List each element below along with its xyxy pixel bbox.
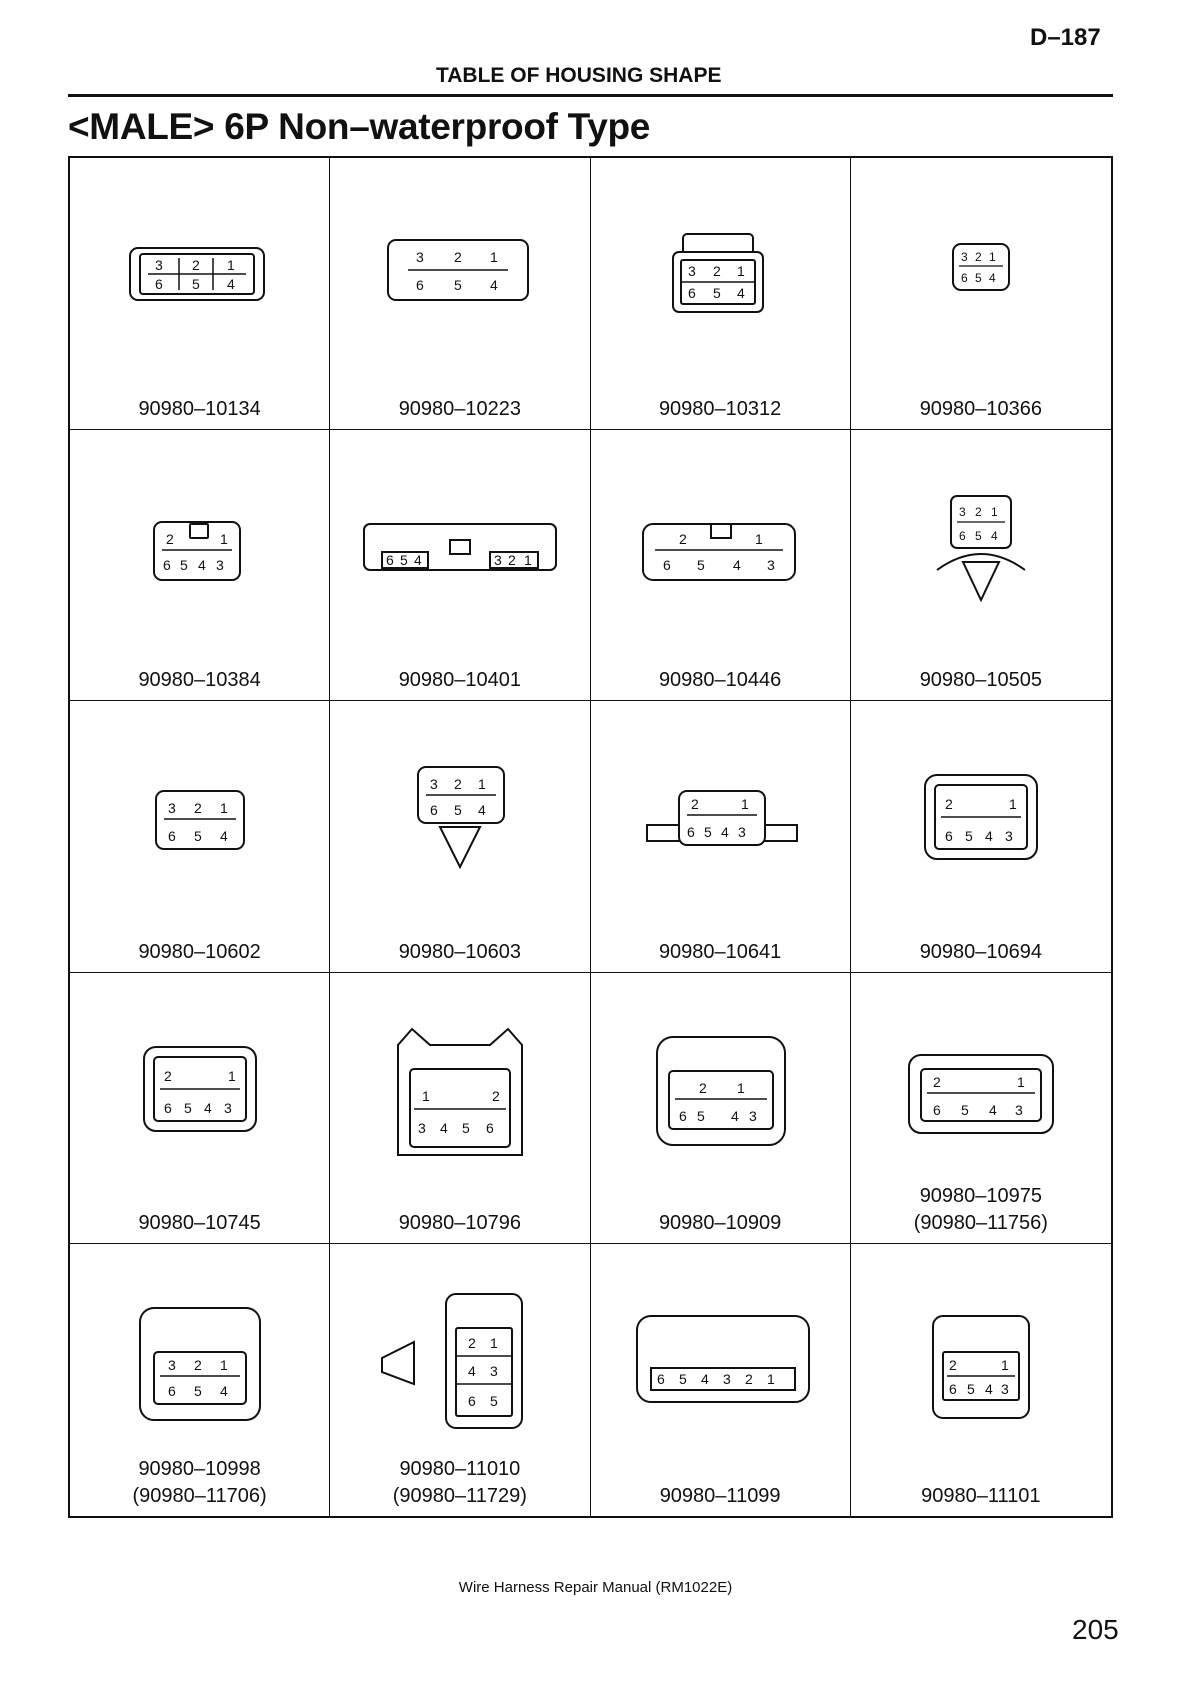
- part-label: 90980–10745: [138, 1212, 261, 1235]
- svg-text:4: 4: [988, 1101, 997, 1118]
- connector-10796-diagram: [330, 973, 591, 1245]
- connector-10401-diagram: [330, 430, 591, 702]
- connector-cell: [70, 701, 330, 973]
- part-label: 90980–10446: [658, 669, 782, 692]
- connector-cell: [70, 1244, 330, 1516]
- svg-text:2: 2: [744, 1371, 753, 1388]
- svg-text:5: 5: [712, 285, 721, 301]
- svg-text:5: 5: [696, 556, 705, 573]
- svg-text:3: 3: [958, 504, 966, 519]
- svg-text:4: 4: [468, 1363, 477, 1380]
- part-label: 90980–10312: [658, 397, 782, 420]
- connector-10223-diagram: [330, 158, 591, 430]
- part-label: 90980–10384: [138, 669, 261, 692]
- svg-text:3: 3: [490, 1363, 499, 1380]
- svg-text:3: 3: [1014, 1101, 1023, 1118]
- svg-text:2: 2: [164, 1067, 172, 1084]
- svg-text:1: 1: [220, 800, 228, 817]
- svg-text:6: 6: [687, 285, 696, 301]
- svg-text:3: 3: [687, 263, 696, 279]
- connector-10446-diagram: [591, 430, 852, 702]
- connector-10694-diagram: [851, 701, 1112, 973]
- svg-text:6: 6: [686, 824, 695, 841]
- svg-text:1: 1: [754, 530, 763, 547]
- svg-text:4: 4: [990, 528, 998, 543]
- svg-text:4: 4: [988, 271, 996, 285]
- svg-text:4: 4: [220, 828, 228, 845]
- svg-text:4: 4: [700, 1371, 709, 1388]
- svg-text:4: 4: [227, 276, 235, 292]
- part-label: 90980–10998 (90980–11706): [132, 1458, 267, 1507]
- svg-text:1: 1: [736, 1079, 745, 1096]
- svg-text:5: 5: [192, 276, 200, 292]
- connector-cell: [70, 973, 330, 1245]
- svg-text:1: 1: [220, 1357, 228, 1374]
- svg-text:3: 3: [748, 1107, 757, 1124]
- svg-text:6: 6: [430, 802, 439, 819]
- svg-text:3: 3: [216, 556, 224, 573]
- svg-text:6: 6: [386, 551, 395, 568]
- part-label: 90980–10796: [398, 1212, 522, 1235]
- part-label: 90980–10975 (90980–11756): [913, 1185, 1048, 1235]
- svg-text:2: 2: [454, 249, 463, 265]
- svg-text:5: 5: [454, 802, 463, 819]
- svg-text:3: 3: [766, 556, 775, 573]
- svg-text:6: 6: [960, 271, 968, 285]
- svg-text:1: 1: [490, 249, 499, 265]
- svg-text:1: 1: [740, 796, 749, 813]
- svg-text:2: 2: [454, 776, 463, 793]
- svg-text:2: 2: [712, 263, 721, 279]
- svg-text:1: 1: [736, 263, 745, 279]
- connector-cell: [70, 430, 330, 702]
- svg-text:2: 2: [944, 796, 953, 813]
- connector-cell: [330, 430, 590, 702]
- svg-text:6: 6: [678, 1107, 687, 1124]
- connector-10384-diagram: [70, 430, 331, 702]
- svg-text:3: 3: [418, 1119, 427, 1136]
- svg-text:6: 6: [948, 1381, 957, 1398]
- svg-text:6: 6: [416, 277, 425, 293]
- part-label: 90980–10641: [658, 940, 782, 963]
- svg-text:1: 1: [422, 1087, 431, 1104]
- svg-text:3: 3: [737, 824, 746, 841]
- svg-text:1: 1: [478, 776, 487, 793]
- connector-cell: [330, 1244, 590, 1516]
- connector-cell: [591, 1244, 851, 1516]
- connector-10505-diagram: [851, 430, 1112, 702]
- svg-text:6: 6: [944, 828, 953, 845]
- svg-text:6: 6: [958, 528, 966, 543]
- connector-cell: [851, 158, 1111, 430]
- connector-10745-diagram: [70, 973, 331, 1245]
- svg-text:1: 1: [1008, 796, 1017, 813]
- part-label: 90980–10134: [138, 397, 261, 420]
- svg-text:2: 2: [698, 1079, 707, 1096]
- part-label: 90980–11099: [659, 1485, 781, 1507]
- svg-text:2: 2: [468, 1335, 477, 1352]
- svg-text:3: 3: [722, 1371, 731, 1388]
- svg-text:2: 2: [194, 1357, 202, 1374]
- svg-text:3: 3: [1000, 1381, 1009, 1398]
- connector-10602-diagram: [70, 701, 331, 973]
- svg-text:6: 6: [486, 1119, 495, 1136]
- svg-text:6: 6: [163, 556, 171, 573]
- page-number: 205: [1072, 1614, 1119, 1645]
- svg-text:4: 4: [732, 556, 741, 573]
- svg-text:6: 6: [468, 1393, 477, 1410]
- svg-text:5: 5: [960, 1101, 969, 1118]
- svg-text:4: 4: [730, 1107, 739, 1124]
- svg-text:4: 4: [984, 828, 993, 845]
- svg-text:5: 5: [454, 277, 463, 293]
- svg-text:5: 5: [964, 828, 973, 845]
- svg-text:4: 4: [984, 1381, 993, 1398]
- svg-text:5: 5: [400, 551, 409, 568]
- svg-text:4: 4: [198, 556, 206, 573]
- connector-cell: [851, 701, 1111, 973]
- svg-text:4: 4: [440, 1119, 449, 1136]
- svg-text:3: 3: [494, 551, 503, 568]
- svg-text:5: 5: [703, 824, 712, 841]
- connector-cell: [591, 158, 851, 430]
- svg-text:1: 1: [1000, 1357, 1009, 1374]
- svg-text:2: 2: [194, 800, 202, 817]
- svg-text:5: 5: [678, 1371, 687, 1388]
- svg-text:5: 5: [974, 528, 982, 543]
- part-label: 90980–10505: [919, 669, 1043, 692]
- page-title: <MALE> 6P Non–waterproof Type: [68, 106, 651, 147]
- svg-text:2: 2: [932, 1073, 941, 1090]
- part-label: 90980–11101: [921, 1485, 1041, 1507]
- connector-cell: [851, 430, 1111, 702]
- svg-text:5: 5: [696, 1107, 705, 1124]
- svg-text:4: 4: [220, 1383, 228, 1400]
- svg-text:6: 6: [656, 1371, 665, 1388]
- svg-text:5: 5: [194, 828, 202, 845]
- svg-text:2: 2: [678, 530, 687, 547]
- svg-text:4: 4: [204, 1099, 212, 1116]
- svg-text:3: 3: [960, 250, 968, 264]
- svg-text:5: 5: [966, 1381, 975, 1398]
- part-label: 90980–10909: [658, 1212, 782, 1235]
- part-label: 90980–10223: [398, 397, 522, 420]
- svg-text:4: 4: [490, 277, 499, 293]
- svg-text:1: 1: [524, 551, 533, 568]
- connector-cell: [591, 430, 851, 702]
- connector-10603-diagram: [330, 701, 591, 973]
- svg-text:4: 4: [414, 551, 423, 568]
- svg-text:3: 3: [1004, 828, 1013, 845]
- connector-cell: [70, 158, 330, 430]
- part-label: 90980–10401: [398, 669, 522, 692]
- connector-cell: [591, 701, 851, 973]
- svg-text:3: 3: [168, 1357, 176, 1374]
- svg-text:1: 1: [990, 504, 998, 519]
- page-id: D–187: [1030, 24, 1101, 51]
- connector-cell: [330, 973, 590, 1245]
- svg-text:6: 6: [168, 828, 176, 845]
- svg-text:1: 1: [1016, 1073, 1025, 1090]
- svg-text:4: 4: [478, 802, 487, 819]
- svg-text:2: 2: [974, 504, 982, 519]
- section-header: TABLE OF HOUSING SHAPE: [436, 64, 722, 87]
- svg-text:4: 4: [736, 285, 745, 301]
- connector-cell: [851, 973, 1111, 1245]
- svg-text:2: 2: [974, 250, 982, 264]
- svg-text:2: 2: [690, 796, 699, 813]
- svg-text:5: 5: [184, 1099, 192, 1116]
- svg-text:6: 6: [168, 1383, 176, 1400]
- svg-text:5: 5: [974, 271, 982, 285]
- connector-11101-diagram: [851, 1244, 1112, 1516]
- svg-text:1: 1: [490, 1335, 499, 1352]
- connector-cell: [591, 973, 851, 1245]
- svg-text:1: 1: [227, 257, 235, 273]
- part-label: 90980–10603: [398, 940, 522, 963]
- svg-text:3: 3: [155, 257, 163, 273]
- svg-text:6: 6: [164, 1099, 172, 1116]
- svg-text:2: 2: [508, 551, 517, 568]
- svg-text:2: 2: [192, 257, 200, 273]
- connector-cell: [851, 1244, 1111, 1516]
- svg-text:6: 6: [155, 276, 163, 292]
- part-label: 90980–10694: [919, 940, 1043, 963]
- connector-10909-diagram: [591, 973, 852, 1245]
- connector-cell: [330, 158, 590, 430]
- svg-text:1: 1: [766, 1371, 775, 1388]
- connector-cell: [330, 701, 590, 973]
- svg-text:3: 3: [416, 249, 425, 265]
- connector-10641-diagram: [591, 701, 852, 973]
- header-rule: [68, 94, 1113, 97]
- svg-text:5: 5: [462, 1119, 471, 1136]
- svg-text:2: 2: [948, 1357, 957, 1374]
- svg-text:2: 2: [492, 1087, 501, 1104]
- svg-text:6: 6: [662, 556, 671, 573]
- part-label: 90980–10602: [138, 940, 261, 963]
- svg-text:5: 5: [194, 1383, 202, 1400]
- connector-10312-diagram: [591, 158, 852, 430]
- svg-text:3: 3: [430, 776, 439, 793]
- svg-text:3: 3: [224, 1099, 232, 1116]
- svg-text:2: 2: [166, 530, 174, 547]
- housing-shape-table: [68, 156, 1113, 1518]
- svg-text:4: 4: [720, 824, 729, 841]
- connector-10134-diagram: [70, 158, 331, 430]
- svg-text:3: 3: [168, 800, 176, 817]
- svg-text:1: 1: [988, 250, 996, 264]
- svg-text:1: 1: [228, 1067, 236, 1084]
- svg-text:1: 1: [220, 530, 228, 547]
- svg-text:6: 6: [932, 1101, 941, 1118]
- connector-11099-diagram: [591, 1244, 852, 1516]
- connector-10366-diagram: [851, 158, 1112, 430]
- manual-footer: Wire Harness Repair Manual (RM1022E): [458, 1579, 733, 1596]
- svg-text:5: 5: [490, 1393, 499, 1410]
- part-label: 90980–11010 (90980–11729): [392, 1458, 527, 1507]
- svg-text:5: 5: [180, 556, 188, 573]
- part-label: 90980–10366: [919, 397, 1043, 420]
